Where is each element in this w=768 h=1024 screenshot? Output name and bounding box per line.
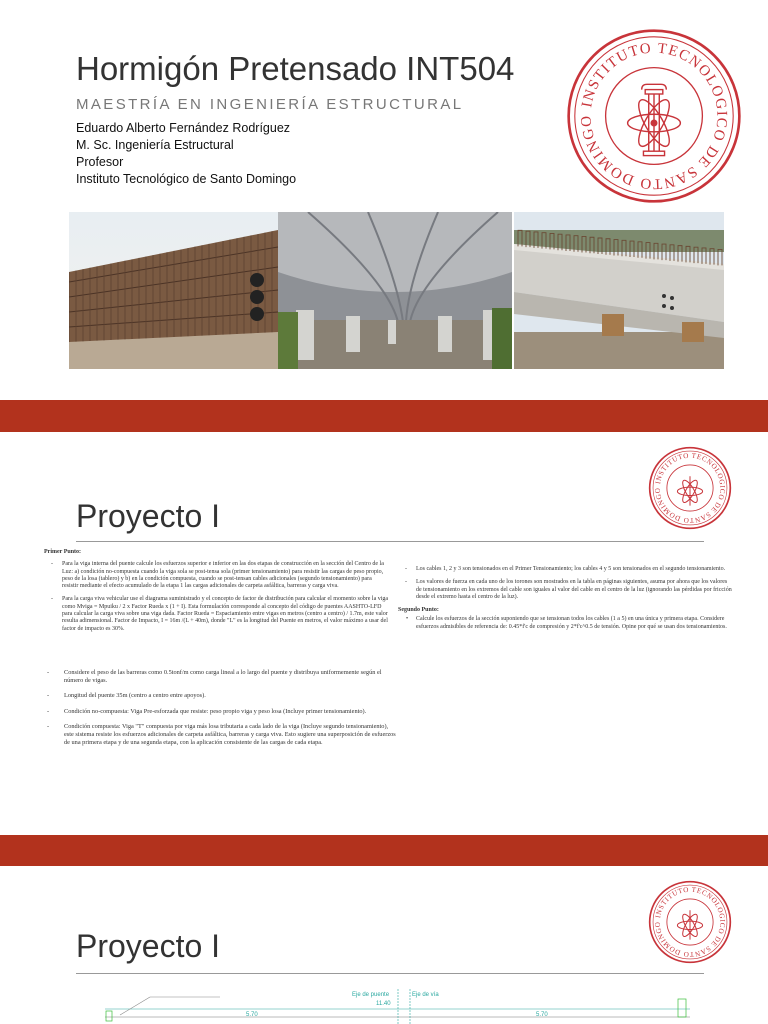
title-underline	[76, 541, 704, 542]
author-name: Eduardo Alberto Fernández Rodríguez	[76, 121, 291, 135]
list-item: • Calcule los esfuerzos de la sección suponiendo que se tensionan todos los cables (1 a 5) en una única y primera etapa. Considere esfuerzos admisibles de referencia de: 0.45*f'c de compresión y 2*f'c^0.5 de tensión. Opine por qué se usan dos tensionamientos.	[406, 616, 727, 630]
author-role: Profesor	[76, 155, 124, 169]
segundo-punto-heading: Segundo Punto:	[398, 607, 439, 614]
assumptions-section	[44, 669, 396, 754]
list-item: - Los cables 1, 2 y 3 son tensionados en el Primer Tensionamiento; los cables 4 y 5 son tensionados en el segundo tensionamiento.	[405, 566, 726, 572]
primer-punto-section	[44, 549, 389, 639]
bridge-cross-section-drawing	[0, 985, 768, 1024]
photo-bridge-underside	[278, 212, 512, 369]
list-item: - Longitud del puente 35m (centro a centro entre apoyos).	[47, 692, 206, 700]
list-item: - Los valores de fuerza en cada uno de los torones son mostrados en la tabla en páginas siguientes, asuma por ahora que los valores de tensionamiento en los extremos del cable son iguales al valor del cable en el centro de la luz (ignorando las pérdidas por fricción desde el extremo hasta el centro de la luz).	[405, 579, 732, 600]
list-item: - Para la viga interna del puente calcule los esfuerzos superior e inferior en las dos etapas de construcción en la sección del Centro de la Luz: a) condición no-compuesta cuando la viga sola se post-tensa sola (primer tensionamiento) para resistir las cargas de peso propio, peso de la losa (tablero) y b) en la condición compuesta, cuando se post-tensan cables adicionales (segundo tensionamiento) para resistir mediante el efecto acumulado de la etapa 1 las cargas adicionales de carpeta asfáltica, barreras y carga viva.	[51, 561, 384, 590]
photo-precast-beams	[514, 212, 724, 369]
list-item: - Condición no-compuesta: Viga Pre-esforzada que resiste: peso propio viga y peso losa (Incluye primer tensionamiento).	[47, 707, 367, 715]
institute-seal-logo	[566, 28, 742, 204]
label-centro-puente: Eje de puente	[352, 992, 390, 998]
svg-text:INSTITUTO TECNOLOGICO DE SANTO: INSTITUTO TECNOLOGICO DE SANTO DOMINGO	[653, 451, 727, 525]
dim-left: 5.70	[246, 1012, 258, 1018]
list-item: - Considere el peso de las barreras como 0.5tonf/m como carga lineal a lo largo del puente y distribuya uniformemente según el número de vigas.	[47, 669, 382, 684]
slide-1	[0, 0, 768, 400]
svg-text:INSTITUTO TECNOLOGICO DE SANTO: INSTITUTO TECNOLOGICO DE SANTO DOMINGO	[578, 40, 730, 192]
slide-title: Proyecto I	[76, 498, 221, 534]
slide-divider	[0, 400, 768, 432]
dim-center: 11.40	[376, 1001, 391, 1007]
dim-right: 5.70	[536, 1012, 548, 1018]
primer-punto-heading: Primer Punto:	[44, 549, 82, 555]
slide-title: Hormigón Pretensado INT504	[76, 50, 515, 87]
author-info	[76, 120, 296, 188]
slide-subtitle: MAESTRÍA EN INGENIERÍA ESTRUCTURAL	[76, 96, 464, 113]
institute-seal-logo	[648, 880, 732, 964]
list-item: - Para la carga viva vehicular use el diagrama suministrado y el concepto de factor de distribución para calcular el momento sobre la viga como Mviga = Mpuiku / 2 x Factor Rueda x (1 + I). Esta formulación corresponde al concepto del código de puentes AASHTO-LFD para calcular la carga viva sobre una viga dada. Factor Rueda = Espaciamiento entre vigas en metros (centro a centro) / 1.7m, este valor resulta adimensional. Factor de Impacto, I = 16m /(L + 40m), donde "L" es la longitud del Puente en metros, el valor máximo a usar del factor de impacto es 30%.	[51, 596, 389, 632]
author-institution: Instituto Tecnológico de Santo Domingo	[76, 172, 297, 186]
list-item: - Condición compuesta: Viga "T" compuesta por viga más losa tributaria a cada lado de la viga (Incluye segundo tensionamiento), este sistema resiste los esfuerzos adicionales de carpeta asfáltica, barreras y carga viva. Esto sugiere una superposición de esfuerzos de una primera etapa y de una segunda etapa, con la aplicación consistente de las cargas de cada etapa.	[47, 723, 396, 746]
slide-divider	[0, 835, 768, 866]
slide-title: Proyecto I	[76, 928, 221, 964]
title-underline	[76, 973, 704, 974]
photo-rebar-cage	[69, 212, 278, 369]
author-degree: M. Sc. Ingeniería Estructural	[76, 138, 234, 152]
right-column-section	[398, 566, 732, 631]
svg-text:INSTITUTO TECNOLOGICO DE SANTO: INSTITUTO TECNOLOGICO DE SANTO DOMINGO	[653, 885, 727, 959]
institute-seal-logo	[648, 446, 732, 530]
label-centro-via: Eje de vía	[412, 992, 439, 998]
